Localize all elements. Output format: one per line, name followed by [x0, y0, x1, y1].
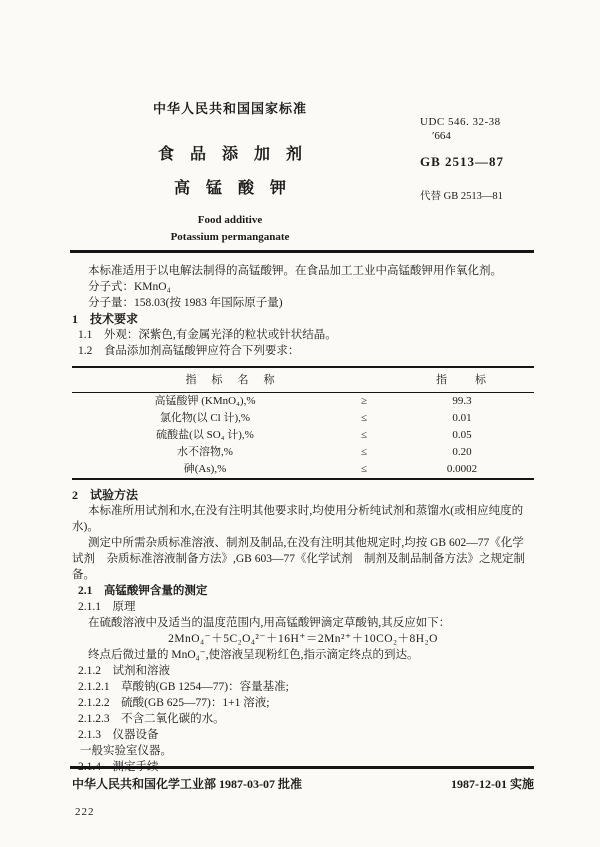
clause-2-1-2: 2.1.2 试剂和溶液	[78, 665, 170, 677]
spec-name-cell: 水不溶物,%	[177, 446, 233, 458]
page-number: 222	[75, 806, 95, 818]
spec-operator-cell: ≤	[360, 446, 368, 458]
scope-paragraph: 本标准适用于以电解法制得的高锰酸钾。在食品加工工业中高锰酸钾用作氧化剂。	[88, 265, 502, 277]
standard-type-label: 中华人民共和国国家标准	[152, 101, 307, 116]
standard-number: GB 2513—87	[420, 154, 505, 169]
molecular-formula: 分子式：KMnO₄	[88, 281, 171, 293]
doc-header-codes	[420, 116, 550, 203]
spec-table-header-value: 指 标	[390, 367, 534, 393]
clause-2-1-2-2: 2.1.2.2 硫酸(GB 625—77)：1+1 溶液;	[78, 697, 270, 709]
footer-divider-rule	[70, 766, 534, 769]
doc-footer	[72, 775, 534, 792]
clause-2-1-2-3: 2.1.2.3 不含二氧化碳的水。	[78, 713, 225, 725]
spec-row	[72, 444, 534, 461]
spec-value-cell: 99.3	[452, 395, 472, 407]
spec-row	[72, 393, 534, 411]
spec-row	[72, 410, 534, 427]
approval-text: 中华人民共和国化学工业部 1987-03-07 批准	[72, 777, 302, 791]
implementation-date: 1987-12-01 实施	[451, 777, 534, 791]
endpoint-paragraph: 终点后微过量的 MnO₄⁻,使溶液呈现粉红色,指示滴定终点的到达。	[88, 649, 419, 661]
spec-row	[72, 427, 534, 444]
doc-title-line2: 高 锰 酸 钾	[173, 180, 286, 197]
clause-2-1-2-1: 2.1.2.1 草酸钠(GB 1254—77)：容量基准;	[78, 681, 289, 693]
spec-operator-cell: ≤	[360, 412, 368, 424]
reagents-paragraph: 本标准所用试剂和水,在没有注明其他要求时,均使用分析纯试剂和蒸馏水(或相应纯度的水)。	[72, 505, 524, 533]
spec-row	[72, 461, 534, 479]
doc-body	[72, 263, 534, 775]
doc-header-titles	[150, 98, 310, 243]
udc-code-line2: ′664	[432, 130, 451, 142]
spec-name-cell: 砷(As),%	[183, 463, 227, 475]
doc-title-english1: Food additive	[197, 214, 263, 226]
spec-table	[72, 366, 534, 480]
spec-name-cell: 硫酸盐(以 SO₄ 计),%	[156, 429, 254, 441]
udc-code-line1: UDC 546. 32-38	[420, 116, 501, 128]
clause-2-1-1: 2.1.1 原理	[78, 601, 136, 613]
spec-value-cell: 0.05	[452, 429, 472, 441]
standards-paragraph: 测定中所需杂质标准溶液、制剂及制品,在没有注明其他规定时,均按 GB 602—77《化学试剂 杂质标准溶液制备方法》,GB 603—77《化学试剂 制剂及制品制备方法》之规定制备。	[72, 537, 525, 581]
apparatus-paragraph: 一般实验室仪器。	[80, 745, 172, 757]
principle-paragraph: 在硫酸溶液中及适当的温度范围内,用高锰酸钾滴定草酸钠,其反应如下：	[88, 617, 451, 629]
spec-operator-cell: ≤	[360, 429, 368, 441]
clause-2-1-3: 2.1.3 仪器设备	[78, 729, 159, 741]
spec-value-cell: 0.01	[452, 412, 472, 424]
doc-title-english2: Potassium permanganate	[170, 231, 290, 243]
spec-value-cell: 0.0002	[446, 463, 478, 475]
section-1-heading: 1 技术要求	[72, 312, 139, 326]
spec-table-header-name: 指 标 名 称	[72, 367, 390, 393]
spec-name-cell: 氯化物(以 Cl 计),%	[159, 412, 251, 424]
replaces-standard: 代替 GB 2513—81	[420, 191, 503, 202]
section-2-heading: 2 试验方法	[72, 488, 139, 502]
clause-1-2: 1.2 食品添加剂高锰酸钾应符合下列要求：	[78, 345, 300, 357]
clause-1-1: 1.1 外观：深紫色,有金属光泽的粒状或针状结晶。	[78, 329, 337, 341]
spec-value-cell: 0.20	[452, 446, 472, 458]
chemical-equation: 2MnO₄⁻＋5C₂O₄²⁻＋16H⁺＝2Mn²⁺＋10CO₂＋8H₂O	[168, 633, 438, 645]
spec-operator-cell: ≥	[360, 395, 368, 407]
spec-name-cell: 高锰酸钾 (KMnO₄),%	[154, 395, 256, 407]
spec-operator-cell: ≤	[360, 463, 368, 475]
doc-title-line1: 食 品 添 加 剂	[157, 146, 302, 163]
molecular-weight: 分子量：158.03(按 1983 年国际原子量)	[88, 297, 283, 309]
spec-table-header-row	[72, 367, 534, 393]
header-divider-rule	[70, 250, 534, 253]
clause-2-1: 2.1 高锰酸钾含量的测定	[78, 585, 208, 597]
